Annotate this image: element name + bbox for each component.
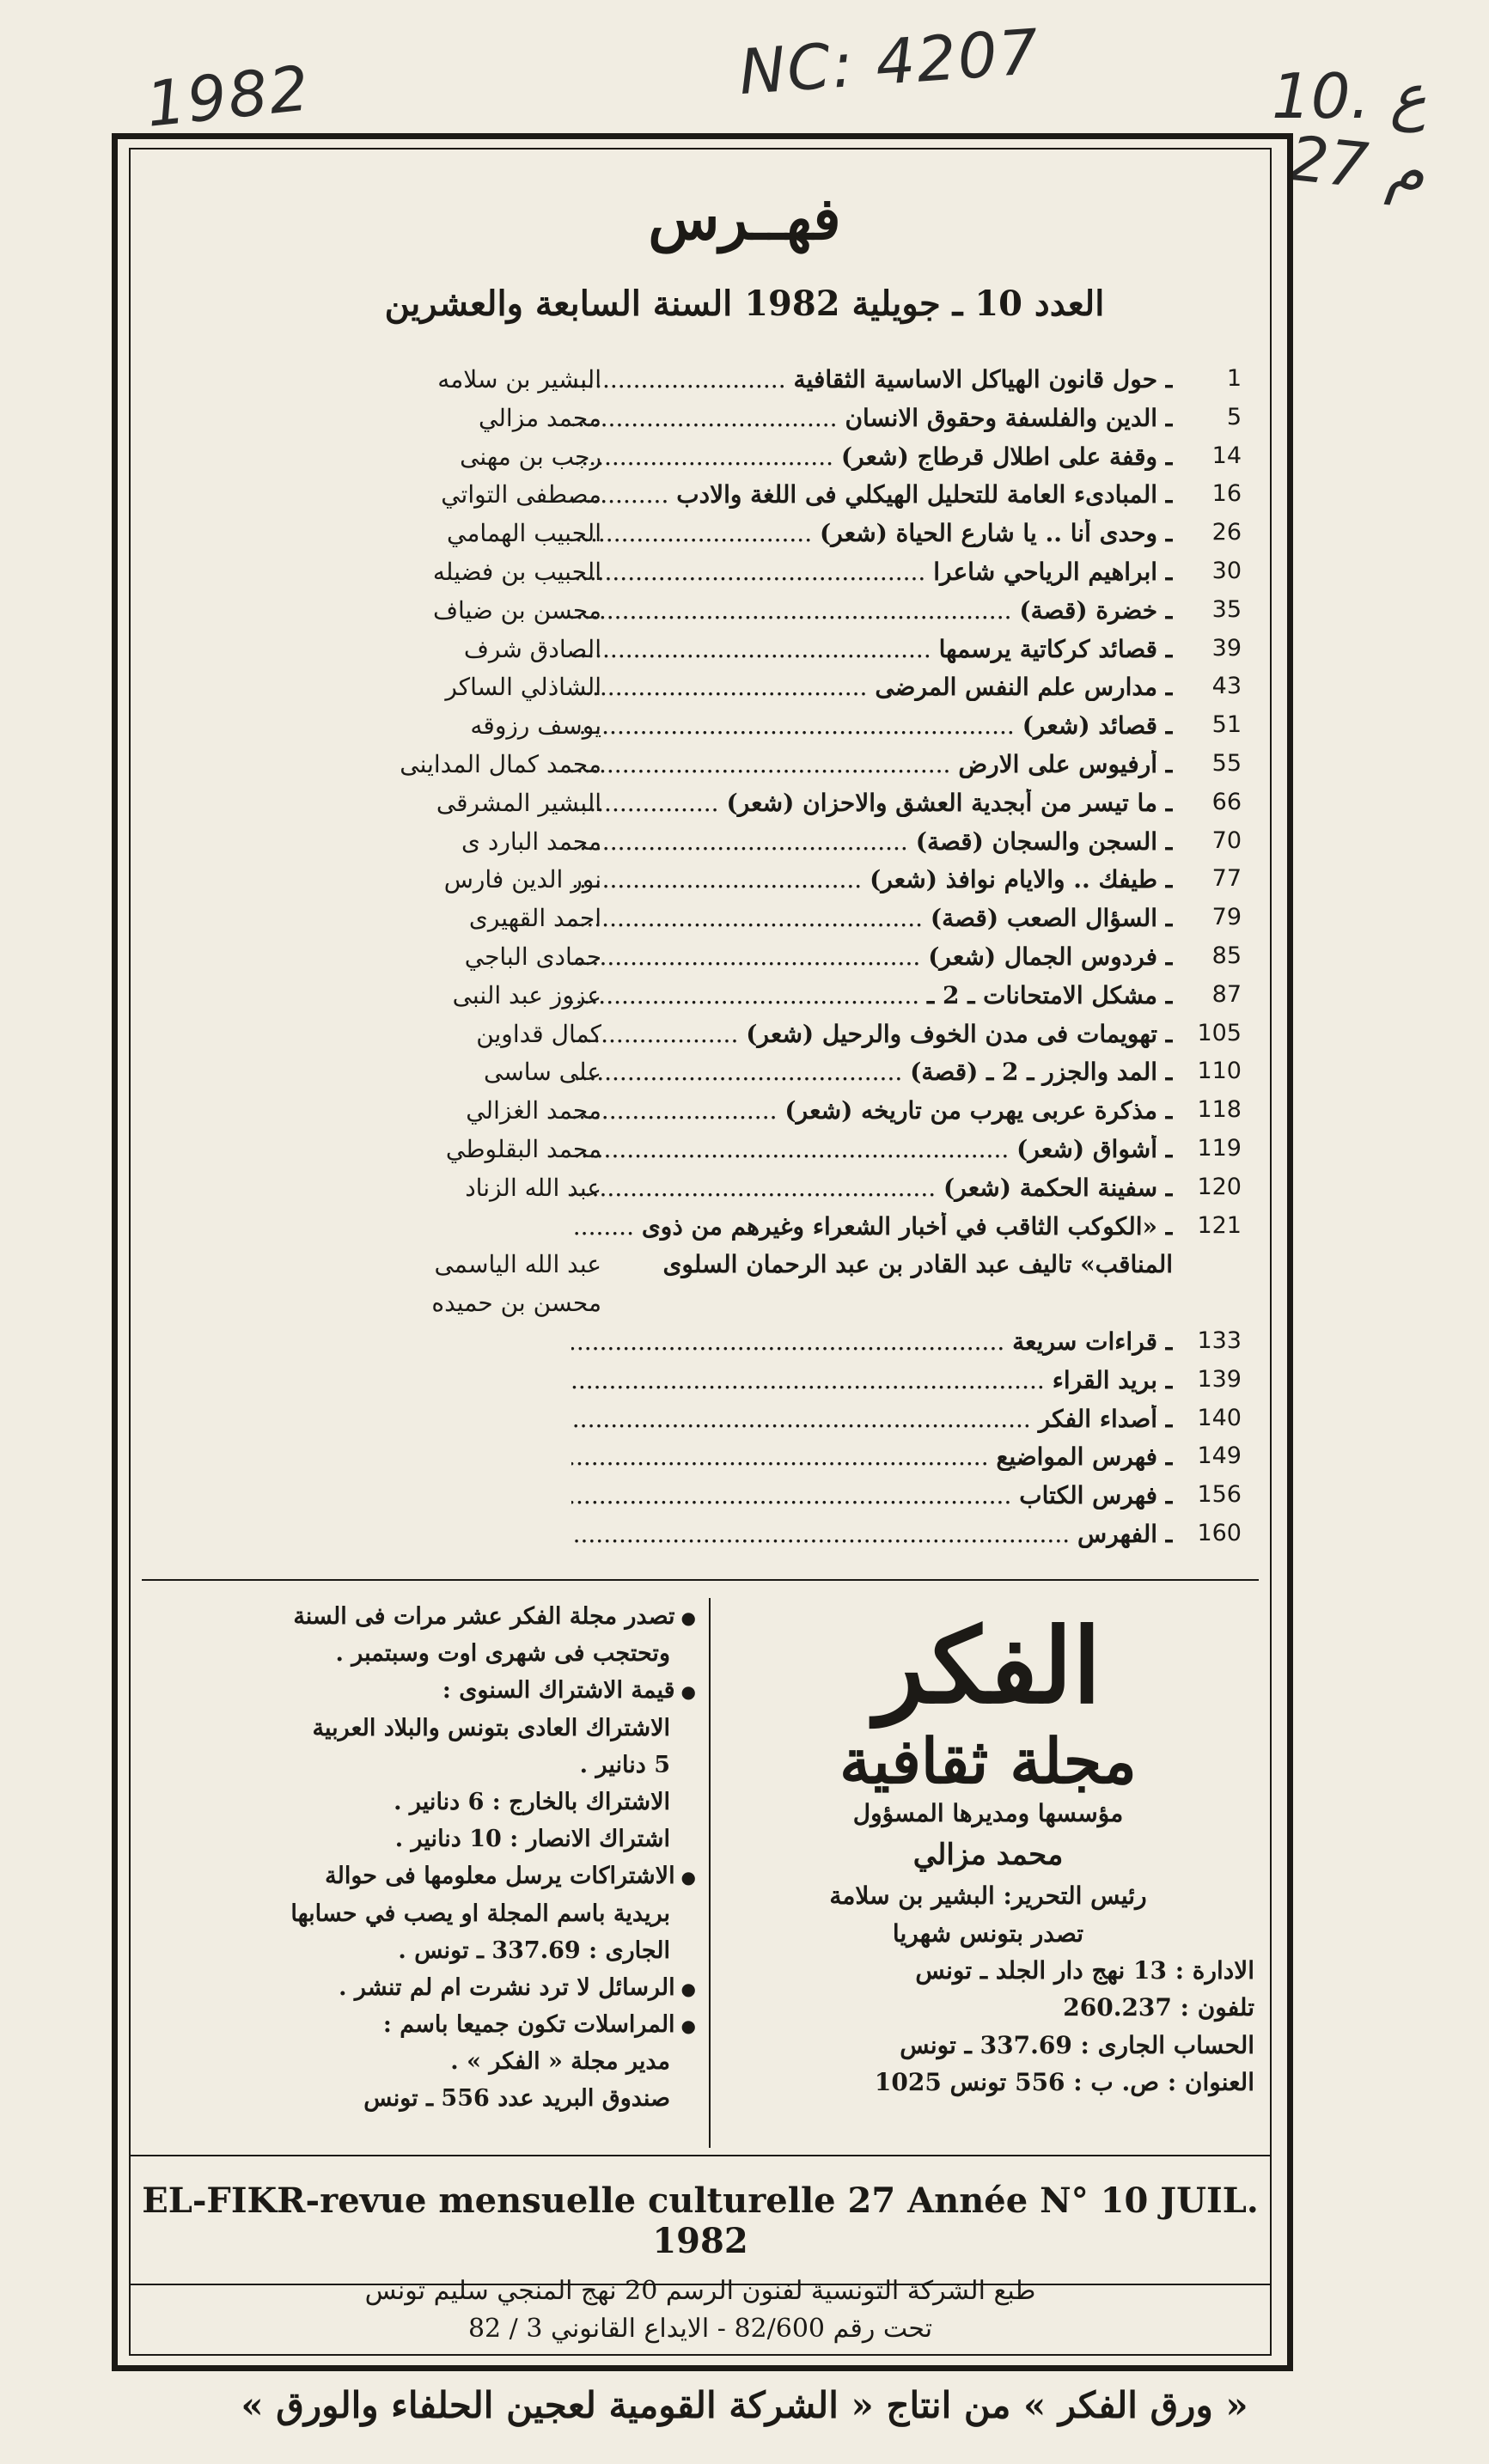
toc-title: ـ الدين والفلسفة وحقوق الانسان .....: [571, 404, 1173, 432]
account-line: الحساب الجارى : 337.69 ـ تونس: [900, 2030, 1254, 2059]
toc-title: ـ أرفيوس على الارض .....: [571, 750, 1173, 778]
toc-row: [155, 673, 1272, 711]
toc-row: [155, 942, 1272, 980]
sub-line-4: الاشتراك العادى بتونس والبلاد العربية: [312, 1714, 670, 1741]
toc-author: محمد البقلوطي: [445, 1135, 601, 1163]
toc-row: [155, 789, 1272, 826]
toc-title: ـ طيفك .. والايام نوافذ (شعر) .....: [571, 865, 1173, 894]
sub-line-12: ● المراسلات تكون جميعا باسم :: [146, 2006, 696, 2043]
toc-row: [155, 865, 1272, 903]
toc-row: [155, 711, 1272, 749]
toc-title: ـ الفهرس .....: [571, 1520, 1173, 1548]
toc-page-number: 133: [1197, 1327, 1242, 1354]
toc-author: مصطفى التواتي: [441, 480, 601, 509]
toc-row: [155, 981, 1272, 1019]
toc-row: [155, 404, 1272, 442]
toc-title: ـ مدارس علم النفس المرضى .....: [571, 673, 1173, 701]
toc-author: الحبيب بن فضيله: [432, 558, 601, 586]
toc-page-number: 43: [1211, 673, 1242, 700]
toc-title: ـ قصائد (شعر) .....: [571, 711, 1173, 740]
toc-author: البشير المشرقى: [436, 788, 601, 817]
toc-page-number: 1: [1226, 365, 1242, 392]
toc-author: عزوز عبد النبى: [452, 980, 601, 1009]
toc-author: عبد الله الياسمى: [434, 1250, 601, 1279]
toc-page-number: 16: [1211, 480, 1242, 508]
toc-title: ـ مذكرة عربى يهرب من تاريخه (شعر) .....: [571, 1096, 1173, 1125]
toc-title: ـ فردوس الجمال (شعر) .....: [571, 942, 1173, 971]
toc-page-number: 87: [1211, 980, 1242, 1008]
founder-label: مؤسسها ومديرها المسؤول: [852, 1799, 1124, 1828]
handwritten-year: 1982: [143, 52, 314, 141]
toc-page-number: 35: [1211, 595, 1242, 623]
toc-row: [155, 635, 1272, 673]
toc-author: الحبيب الهمامي: [447, 519, 601, 548]
printer-line-1: طبع الشركة التونسية لفنون الرسم 20 نهج المنجي سليم تونس: [364, 2276, 1036, 2306]
sub-line-10: الجارى : 337.69 ـ تونس .: [398, 1936, 670, 1964]
sub-line-13: مدير مجلة « الفكر » .: [450, 2048, 670, 2076]
toc-author: محمد كمال المداينى: [400, 750, 601, 778]
toc-row: [155, 827, 1272, 865]
toc-page-number: 85: [1211, 942, 1242, 969]
toc-author: البشير بن سلامه: [437, 365, 601, 393]
sub-line-8: ● الاشتراكات يرسل معلومها فى حوالة: [146, 1857, 696, 1894]
toc-row: [155, 365, 1272, 403]
address-line: العنوان : ص. ب : 556 تونس 1025: [874, 2068, 1254, 2097]
toc-author: يوسف رزوقه: [470, 711, 601, 741]
toc-title: ـ أصداء الفكر .....: [571, 1405, 1173, 1433]
toc-page-number: 79: [1211, 904, 1242, 931]
toc-title: ـ فهرس المواضيع .....: [571, 1442, 1173, 1471]
toc-page-number: 105: [1197, 1019, 1242, 1046]
sub-line-7: اشتراك الانصار : 10 دنانير .: [394, 1826, 670, 1853]
toc-page-number: 39: [1211, 634, 1242, 662]
toc-row: [155, 1405, 1272, 1442]
issue-line: العدد 10 ـ جويلية 1982 السنة السابعة والعشرين: [384, 284, 1105, 324]
toc-title: ـ ما تيسر من أبجدية العشق والاحزان (شعر) .....: [571, 789, 1173, 817]
masthead-box: [722, 1598, 1254, 2148]
toc-row: [155, 1520, 1272, 1558]
toc-page-number: 121: [1197, 1211, 1242, 1239]
toc-title: ـ وحدى أنا .. يا شارع الحياة (شعر) .....: [571, 519, 1173, 547]
toc-author: محسن بن ضياف: [432, 595, 601, 625]
handwritten-catalog-number: NC: 4207: [736, 15, 1043, 109]
founder-name: محمد مزالي: [912, 1837, 1064, 1872]
sub-line-3: ● قيمة الاشتراك السنوى :: [146, 1672, 696, 1709]
toc-row: [155, 480, 1272, 518]
toc-author: الصادق شرف: [463, 634, 601, 663]
toc-title: ـ قصائد كركاتية يرسمها .....: [571, 635, 1173, 663]
paper-note: « ورق الفكر » من انتاج « الشركة القومية لعجين الحلفاء والورق »: [241, 2384, 1248, 2426]
toc-author: نور الدين فارس: [443, 865, 601, 894]
toc-page-number: 149: [1197, 1442, 1242, 1470]
sub-line-2: وتحتجب فى شهرى اوت وسبتمبر .: [335, 1640, 670, 1668]
toc-page-number: 5: [1226, 403, 1242, 430]
toc-page-number: 77: [1211, 865, 1242, 893]
toc-title: ـ سفينة الحكمة (شعر) .....: [571, 1174, 1173, 1202]
toc-title: المناقب» تاليف عبد القادر بن عبد الرحمان السلوى: [662, 1250, 1173, 1279]
sub-line-1: ● تصدر مجلة الفكر عشر مرات فى السنة: [146, 1598, 696, 1635]
toc-title: ـ ابراهيم الرياحي شاعرا .....: [571, 558, 1173, 586]
toc-row: [155, 1366, 1272, 1404]
toc-author: الشاذلي الساكر: [445, 673, 601, 702]
admin-line: الادارة : 13 نهج دار الجلد ـ تونس: [915, 1956, 1254, 1985]
toc-page-number: 118: [1197, 1096, 1242, 1124]
toc-row: [155, 519, 1272, 557]
toc-title: ـ «الكوكب الثاقب في أخبار الشعراء وغيرهم من ذوى .....: [571, 1212, 1173, 1241]
sub-line-5: 5 دنانير .: [579, 1751, 670, 1778]
toc-page-number: 110: [1197, 1058, 1242, 1085]
toc-page-number: 140: [1197, 1404, 1242, 1431]
toc-page-number: 66: [1211, 788, 1242, 815]
toc-title: ـ أشواق (شعر) .....: [571, 1135, 1173, 1163]
toc-page-number: 156: [1197, 1481, 1242, 1509]
toc-title: ـ بريد القراء .....: [571, 1366, 1173, 1394]
toc-row: [155, 1289, 1272, 1327]
toc-row: [155, 904, 1272, 942]
subscription-box: [146, 1598, 696, 2148]
toc-page-number: 120: [1197, 1173, 1242, 1200]
handwritten-issue-note: 10. ع: [1272, 60, 1427, 132]
toc-row: [155, 1135, 1272, 1173]
toc-title: ـ وقفة على اطلال قرطاج (شعر) .....: [571, 442, 1173, 471]
toc-row: [155, 1020, 1272, 1058]
toc-title: ـ حول قانون الهياكل الاساسية الثقافية .....: [571, 365, 1173, 393]
toc-title: ـ السؤال الصعب (قصة) .....: [571, 904, 1173, 932]
toc-page-number: 26: [1211, 519, 1242, 546]
magazine-name: الفكر: [875, 1606, 1101, 1727]
toc-title: ـ السجن والسجان (قصة) .....: [571, 827, 1173, 856]
french-footer: EL-FIKR-revue mensuelle culturelle 27 Année N° 10 JUIL. 1982: [129, 2155, 1272, 2285]
toc-row: [155, 1174, 1272, 1211]
page-title: فهــرس: [648, 185, 841, 253]
toc-author: محمد الغزالي: [466, 1096, 601, 1125]
phone-line: تلفون : 260.237: [1063, 1993, 1254, 2022]
toc-row: [155, 442, 1272, 480]
toc-row: [155, 1250, 1272, 1288]
editor-line: رئيس التحرير: البشير بن سلامة: [829, 1882, 1147, 1911]
column-divider: [709, 1598, 711, 2148]
toc-title: ـ خضرة (قصة) .....: [571, 596, 1173, 625]
toc-row: [155, 558, 1272, 595]
toc-author: كمال قداوين: [476, 1019, 601, 1048]
sub-line-14: صندوق البريد عدد 556 ـ تونس: [363, 2085, 670, 2113]
toc-page-number: 160: [1197, 1520, 1242, 1546]
printer-info: [129, 2272, 1272, 2347]
toc-title: ـ مشكل الامتحانات ـ 2 ـ .....: [571, 981, 1173, 1009]
toc-author: محسن بن حميده: [431, 1289, 601, 1318]
sub-line-9: بريدية باسم المجلة او يصب في حسابها: [290, 1900, 670, 1927]
toc-row: [155, 1058, 1272, 1095]
toc-page-number: 14: [1211, 442, 1242, 469]
toc-row: [155, 596, 1272, 634]
toc-page-number: 30: [1211, 558, 1242, 584]
toc-page-number: 55: [1211, 750, 1242, 777]
toc-author: على ساسى: [483, 1058, 601, 1087]
handwritten-volume-note: 27 م: [1285, 121, 1430, 209]
toc-title: ـ فهرس الكتاب .....: [571, 1481, 1173, 1510]
toc-page-number: 70: [1211, 826, 1242, 854]
toc-title: ـ قراءات سريعة .....: [571, 1327, 1173, 1356]
toc-page-number: 139: [1197, 1365, 1242, 1393]
toc-author: محمد البارد ى: [461, 826, 601, 856]
published-line: تصدر بتونس شهريا: [892, 1918, 1084, 1948]
sub-line-6: الاشتراك بالخارج : 6 دنانير .: [394, 1788, 670, 1815]
toc-row: [155, 1327, 1272, 1365]
toc-row: [155, 1442, 1272, 1480]
toc-author: رجب بن مهنى: [460, 442, 601, 471]
toc-row: [155, 750, 1272, 788]
toc-author: عبد الله الزناد: [465, 1173, 601, 1202]
toc-author: احمد القهيرى: [468, 904, 601, 933]
toc-title: ـ تهويمات فى مدن الخوف والرحيل (شعر) .....: [571, 1020, 1173, 1048]
magazine-subtitle: مجلة ثقافية: [839, 1724, 1137, 1797]
toc-row: [155, 1481, 1272, 1519]
printer-line-2: تحت رقم 82/600 - الايداع القانوني 3 / 82: [467, 2313, 933, 2344]
toc-title: ـ المبادىء العامة للتحليل الهيكلي فى اللغة والادب .....: [571, 480, 1173, 509]
toc-title: ـ المد والجزر ـ 2 ـ (قصة) .....: [571, 1058, 1173, 1086]
toc-page-number: 51: [1211, 711, 1242, 739]
toc-author: حمادى الباجي: [464, 942, 601, 971]
toc-row: [155, 1212, 1272, 1250]
toc-author: محمد مزالي: [479, 403, 601, 432]
toc-row: [155, 1096, 1272, 1134]
toc-page-number: 119: [1197, 1135, 1242, 1162]
sub-line-11: ● الرسائل لا ترد نشرت ام لم تنشر .: [146, 1969, 696, 2006]
divider: [142, 1579, 1259, 1581]
